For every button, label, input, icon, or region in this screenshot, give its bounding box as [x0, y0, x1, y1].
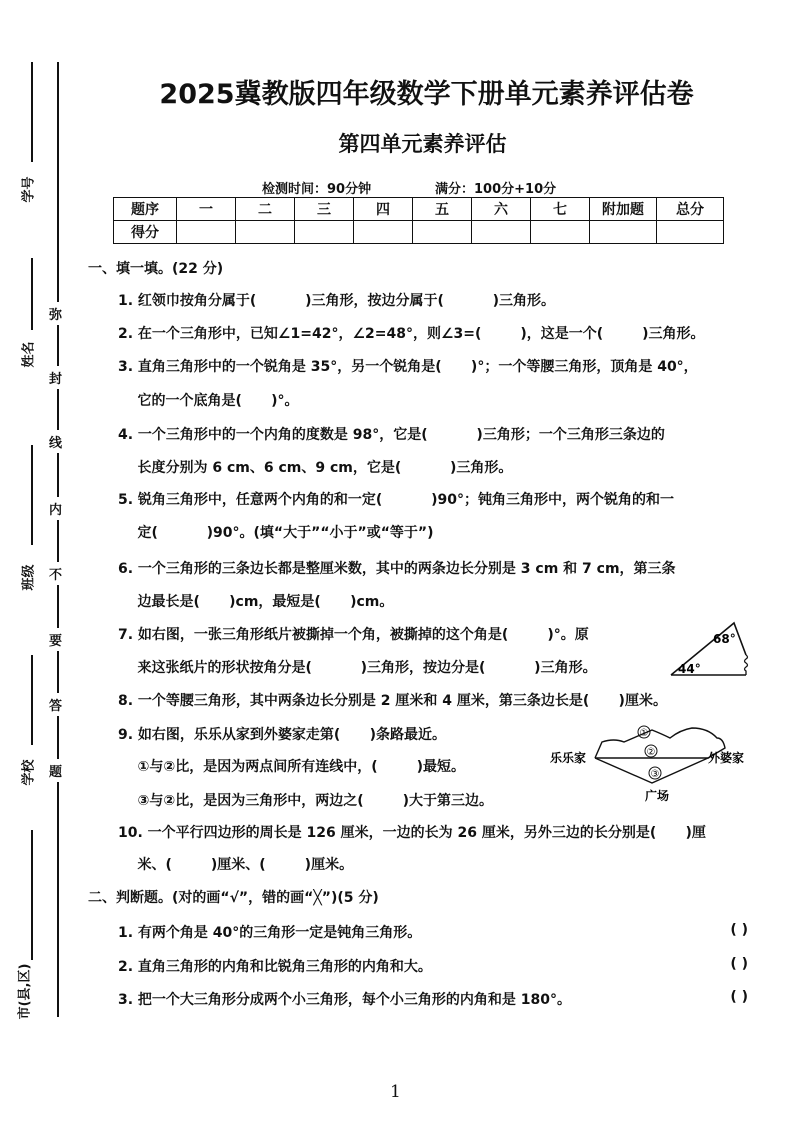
table-header: 总分 [657, 198, 724, 221]
student-id-label: 学号 [21, 176, 37, 203]
question-line: 10. 一个平行四边形的周长是 126 厘米，一边的长为 26 厘米，另外三边的长分别是( )厘 [118, 825, 706, 841]
question-line: 9. 如右图，乐乐从家到外婆家走第( )条路最近。 [118, 727, 446, 743]
route-3-label: ③ [650, 769, 660, 780]
score-table [113, 197, 724, 244]
page-title: 2025冀教版四年级数学下册单元素养评估卷 [159, 79, 694, 110]
question-line: 边最长是( )cm，最短是( )cm。 [118, 594, 394, 610]
table-header: 二 [236, 198, 295, 221]
question-line: 1. 红领巾按角分属于( )三角形，按边分属于( )三角形。 [118, 293, 556, 309]
question-line: 它的一个底角是( )°。 [118, 393, 299, 409]
section-heading: 二、判断题。(对的画“√”，错的画“╳”)(5 分) [88, 890, 379, 906]
field-line [31, 655, 33, 745]
score-cell[interactable] [177, 221, 236, 244]
question-line: 米、( )厘米、( )厘米。 [118, 857, 354, 873]
answer-paren[interactable]: ( ) [730, 922, 748, 938]
field-line [31, 445, 33, 545]
page-subtitle: 第四单元素养评估 [338, 132, 507, 156]
route-2-label: ② [646, 747, 656, 758]
torn-triangle-figure [668, 620, 753, 680]
seal-char: 弥 [49, 302, 62, 325]
name-label: 姓名 [21, 341, 37, 368]
angle-label-top: 68° [713, 632, 736, 646]
seal-char: 不 [49, 562, 62, 585]
question-line: 6. 一个三角形的三条边长都是整厘米数，其中的两条边长分别是 3 cm 和 7 cm，第三条 [118, 561, 676, 577]
end-label: 外婆家 [708, 751, 745, 765]
judge-item: 2. 直角三角形的内角和比锐角三角形的内角和大。 [118, 959, 432, 975]
table-header: 四 [354, 198, 413, 221]
table-header: 五 [413, 198, 472, 221]
score-cell[interactable] [295, 221, 354, 244]
table-header: 附加题 [590, 198, 657, 221]
seal-char: 封 [49, 366, 62, 389]
question-line: 长度分别为 6 cm、6 cm、9 cm，它是( )三角形。 [118, 460, 513, 476]
seal-char: 要 [49, 628, 62, 651]
page-number: 1 [390, 1082, 401, 1102]
question-line: 5. 锐角三角形中，任意两个内角的和一定( )90°；钝角三角形中，两个锐角的和一 [118, 492, 674, 508]
seal-char: 内 [49, 497, 62, 520]
school-label: 学校 [21, 759, 37, 786]
city-label: 市(县,区) [17, 963, 33, 1020]
exam-time: 检测时间：90分钟 [262, 182, 372, 197]
field-line [31, 258, 33, 330]
table-header: 一 [177, 198, 236, 221]
route-1-label: ① [639, 728, 649, 739]
seal-char: 线 [49, 430, 62, 453]
via-label: 广场 [645, 789, 670, 803]
question-line: 3. 直角三角形中的一个锐角是 35°，另一个锐角是( )°；一个等腰三角形，顶角是 40°， [118, 359, 698, 375]
seal-char: 答 [49, 693, 62, 716]
table-header: 三 [295, 198, 354, 221]
score-cell[interactable] [472, 221, 531, 244]
score-cell[interactable] [354, 221, 413, 244]
table-header: 六 [472, 198, 531, 221]
start-label: 乐乐家 [550, 751, 587, 765]
question-line: 4. 一个三角形中的一个内角的度数是 98°，它是( )三角形；一个三角形三条边的 [118, 427, 665, 443]
score-cell[interactable] [657, 221, 724, 244]
row-label: 得分 [114, 221, 177, 244]
score-cell[interactable] [590, 221, 657, 244]
field-line [31, 830, 33, 960]
score-cell[interactable] [236, 221, 295, 244]
route-figure [545, 718, 790, 808]
judge-item: 3. 把一个大三角形分成两个小三角形，每个小三角形的内角和是 180°。 [118, 992, 572, 1008]
score-cell[interactable] [531, 221, 590, 244]
section-heading: 一、填一填。(22 分) [88, 261, 224, 277]
question-line: ①与②比，是因为两点间所有连线中，( )最短。 [118, 759, 465, 775]
seal-line [57, 62, 59, 1017]
question-line: 定( )90°。(填“大于”“小于”或“等于”) [118, 525, 434, 541]
full-score: 满分：100分+10分 [435, 182, 557, 197]
question-line: 来这张纸片的形状按角分是( )三角形，按边分是( )三角形。 [118, 660, 597, 676]
angle-label-left: 44° [678, 662, 701, 676]
table-header: 七 [531, 198, 590, 221]
answer-paren[interactable]: ( ) [730, 956, 748, 972]
judge-item: 1. 有两个角是 40°的三角形一定是钝角三角形。 [118, 925, 422, 941]
question-line: 8. 一个等腰三角形，其中两条边长分别是 2 厘米和 4 厘米，第三条边长是( )厘米。 [118, 693, 667, 709]
question-line: 7. 如右图，一张三角形纸片被撕掉一个角，被撕掉的这个角是( )°。原 [118, 627, 589, 643]
class-label: 班级 [21, 564, 37, 591]
score-cell[interactable] [413, 221, 472, 244]
question-line: 2. 在一个三角形中，已知∠1=42°，∠2=48°，则∠3=( )，这是一个( )三角形。 [118, 326, 705, 342]
question-line: ③与②比，是因为三角形中，两边之( )大于第三边。 [118, 793, 493, 809]
seal-char: 题 [49, 759, 62, 782]
table-header: 题序 [114, 198, 177, 221]
answer-paren[interactable]: ( ) [730, 989, 748, 1005]
